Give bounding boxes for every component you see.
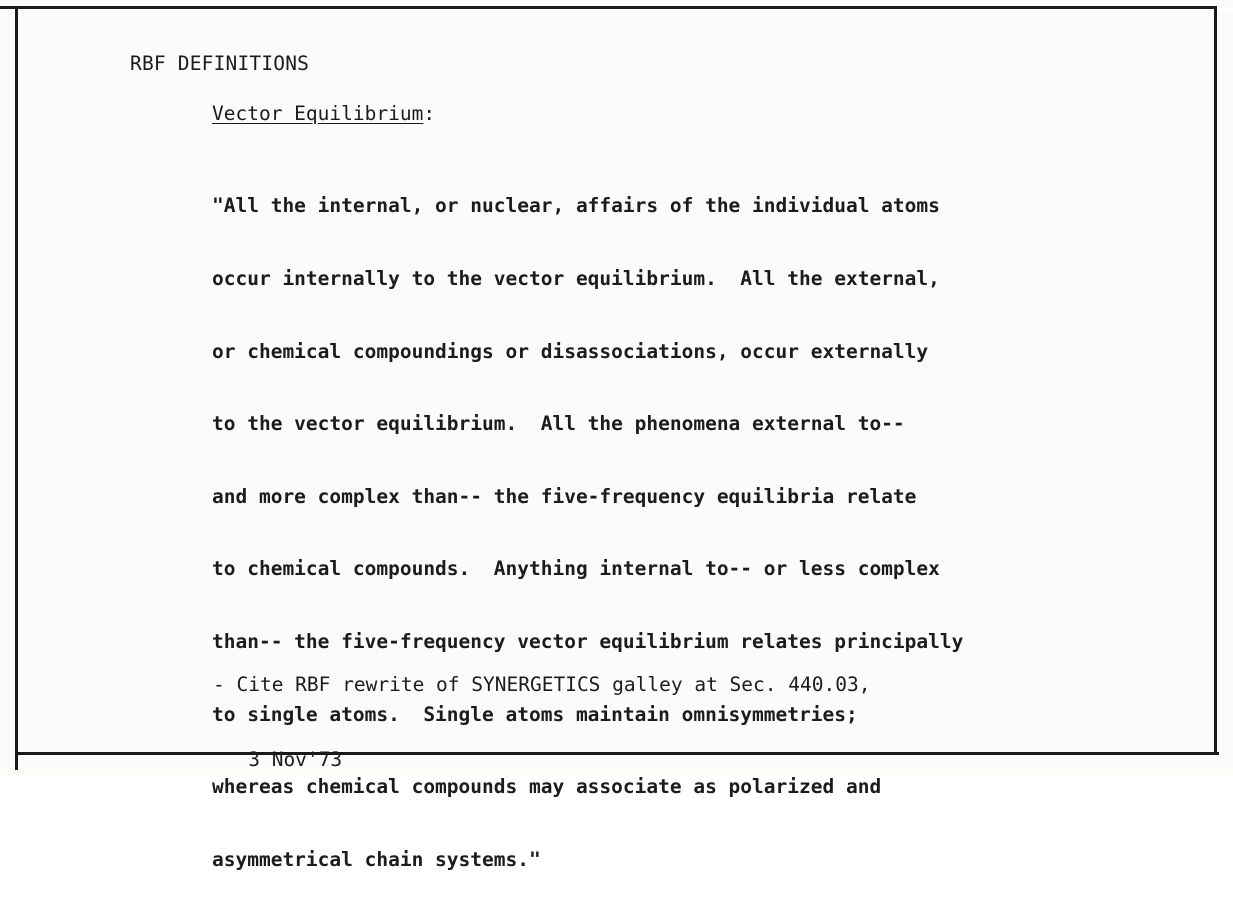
quote-line: to the vector equilibrium. All the phenomena external to-- [212,412,905,436]
card-right-edge [1214,6,1217,755]
quote-line: "All the internal, or nuclear, affairs of the individual atoms [212,194,940,218]
quote-line: or chemical compoundings or disassociations, occur externally [212,339,929,363]
card-heading: RBF DEFINITIONS [130,52,310,75]
citation [213,622,870,822]
quote-line: to single atoms. Single atoms maintain omnisymmetries; [212,702,858,726]
card-left-edge [15,6,18,770]
card-corner-gap [1217,8,1233,11]
quote-line: and more complex than-- the five-frequency equilibria relate [212,484,917,508]
quote-line: occur internally to the vector equilibrium. All the external, [212,267,940,291]
citation-line-date: 3 Nov'73 [213,748,343,771]
term-heading [212,102,435,125]
card-top-edge [0,6,1217,9]
citation-line-source: - Cite RBF rewrite of SYNERGETICS galley at Sec. 440.03, [213,673,871,696]
quote-line: whereas chemical compounds may associate as polarized and [212,775,882,799]
quote-line: to chemical compounds. Anything internal to-- or less complex [212,557,940,581]
quote-line: than-- the five-frequency vector equilibrium relates principally [212,630,964,654]
quote-line: asymmetrical chain systems." [212,847,541,871]
term-label: Vector Equilibrium [212,102,424,125]
term-colon: : [423,102,436,125]
